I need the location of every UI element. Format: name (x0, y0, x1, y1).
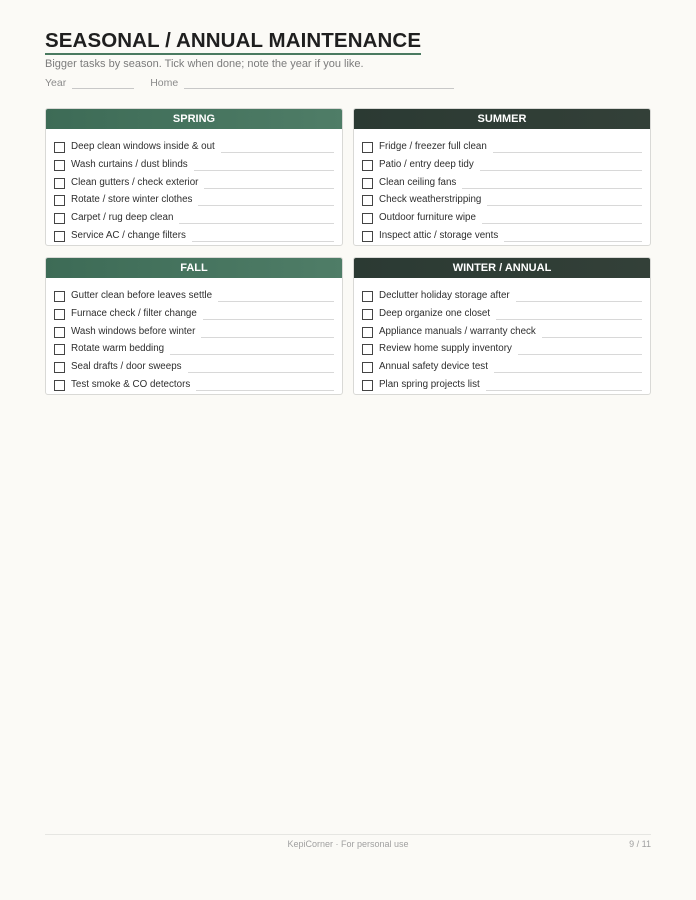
task-label: Deep clean windows inside & out (71, 141, 215, 153)
task-label: Gutter clean before leaves settle (71, 290, 213, 302)
footer-divider (45, 834, 651, 835)
task-label: Fridge / freezer full clean (379, 141, 487, 153)
checkbox[interactable] (362, 344, 373, 355)
task-list (354, 129, 650, 244)
task-label: Wash curtains / dust blinds (71, 159, 188, 171)
section-header-spring: SPRING (46, 109, 342, 129)
section-header-fall: FALL (46, 258, 342, 278)
note-line[interactable] (201, 337, 334, 338)
task-label: Wash windows before winter (71, 325, 196, 337)
note-line[interactable] (462, 188, 642, 189)
checkbox[interactable] (362, 362, 373, 373)
note-line[interactable] (493, 152, 642, 153)
note-line[interactable] (170, 354, 334, 355)
note-line[interactable] (221, 152, 334, 153)
task-item (362, 375, 642, 393)
section-card-fall (45, 257, 343, 395)
task-item (54, 226, 334, 244)
note-line[interactable] (203, 319, 334, 320)
year-label: Year (45, 77, 67, 89)
task-item (362, 287, 642, 305)
checkbox[interactable] (54, 327, 65, 338)
task-item (362, 322, 642, 340)
footer-brand: KepiCorner · For personal use (287, 839, 409, 849)
task-item (362, 138, 642, 156)
task-label: Seal drafts / door sweeps (71, 361, 182, 373)
task-label: Outdoor furniture wipe (379, 212, 476, 224)
checkbox[interactable] (362, 327, 373, 338)
section-card-summer (353, 108, 651, 246)
section-card-spring (45, 108, 343, 246)
checkbox[interactable] (362, 160, 373, 171)
task-label: Carpet / rug deep clean (71, 212, 174, 224)
section-header-winter: WINTER / ANNUAL (354, 258, 650, 278)
task-item (362, 226, 642, 244)
task-label: Plan spring projects list (379, 378, 480, 390)
note-line[interactable] (192, 241, 334, 242)
task-item (54, 209, 334, 227)
meta-row (45, 75, 454, 89)
task-label: Service AC / change filters (71, 229, 186, 241)
note-line[interactable] (504, 241, 642, 242)
task-label: Patio / entry deep tidy (379, 159, 474, 171)
page-number: 9 / 11 (629, 839, 651, 849)
note-line[interactable] (194, 170, 334, 171)
task-item (362, 156, 642, 174)
task-list (354, 278, 650, 393)
checkbox[interactable] (54, 344, 65, 355)
checkbox[interactable] (54, 380, 65, 391)
task-item (362, 305, 642, 323)
checkbox[interactable] (54, 362, 65, 373)
checkbox[interactable] (362, 142, 373, 153)
note-line[interactable] (494, 372, 642, 373)
note-line[interactable] (496, 319, 642, 320)
checkbox[interactable] (362, 178, 373, 189)
note-line[interactable] (188, 372, 334, 373)
task-label: Annual safety device test (379, 361, 488, 373)
task-label: Declutter holiday storage after (379, 290, 510, 302)
checkbox[interactable] (54, 231, 65, 242)
note-line[interactable] (516, 301, 642, 302)
section-card-winter (353, 257, 651, 395)
checkbox[interactable] (54, 160, 65, 171)
task-item (54, 173, 334, 191)
task-item (362, 340, 642, 358)
checkbox[interactable] (54, 195, 65, 206)
note-line[interactable] (198, 205, 334, 206)
checkbox[interactable] (362, 213, 373, 224)
note-line[interactable] (480, 170, 642, 171)
note-line[interactable] (218, 301, 334, 302)
task-label: Inspect attic / storage vents (379, 229, 499, 241)
checkbox[interactable] (362, 231, 373, 242)
checkbox[interactable] (54, 309, 65, 320)
note-line[interactable] (518, 354, 642, 355)
checkbox[interactable] (362, 195, 373, 206)
checkbox[interactable] (362, 380, 373, 391)
task-item (54, 138, 334, 156)
task-item (54, 287, 334, 305)
task-label: Deep organize one closet (379, 308, 491, 320)
task-label: Clean ceiling fans (379, 176, 457, 188)
task-item (362, 191, 642, 209)
task-label: Review home supply inventory (379, 343, 512, 355)
checkbox[interactable] (54, 142, 65, 153)
note-line[interactable] (196, 390, 334, 391)
note-line[interactable] (204, 188, 334, 189)
note-line[interactable] (482, 223, 642, 224)
task-item (54, 322, 334, 340)
task-list (46, 278, 342, 393)
year-field-line[interactable] (72, 78, 134, 89)
task-item (54, 340, 334, 358)
task-item (54, 305, 334, 323)
task-label: Test smoke & CO detectors (71, 378, 191, 390)
task-list (46, 129, 342, 244)
task-item (54, 375, 334, 393)
task-label: Rotate / store winter clothes (71, 194, 193, 206)
note-line[interactable] (542, 337, 642, 338)
checkbox[interactable] (362, 291, 373, 302)
task-label: Rotate warm bedding (71, 343, 165, 355)
task-label: Check weatherstripping (379, 194, 482, 206)
task-item (362, 358, 642, 376)
note-line[interactable] (179, 223, 334, 224)
section-header-summer: SUMMER (354, 109, 650, 129)
checkbox[interactable] (362, 309, 373, 320)
checkbox[interactable] (54, 178, 65, 189)
task-item (54, 191, 334, 209)
task-item (362, 173, 642, 191)
task-label: Clean gutters / check exterior (71, 176, 199, 188)
home-label: Home (150, 77, 179, 89)
checkbox[interactable] (54, 291, 65, 302)
page-title: SEASONAL / ANNUAL MAINTENANCE (45, 30, 421, 55)
note-line[interactable] (487, 205, 642, 206)
task-item (54, 156, 334, 174)
page-subtitle: Bigger tasks by season. Tick when done; note the year if you like. (45, 58, 364, 70)
checkbox[interactable] (54, 213, 65, 224)
task-item (54, 358, 334, 376)
home-field-line[interactable] (184, 78, 454, 89)
task-item (362, 209, 642, 227)
note-line[interactable] (486, 390, 642, 391)
task-label: Furnace check / filter change (71, 308, 197, 320)
task-label: Appliance manuals / warranty check (379, 325, 536, 337)
